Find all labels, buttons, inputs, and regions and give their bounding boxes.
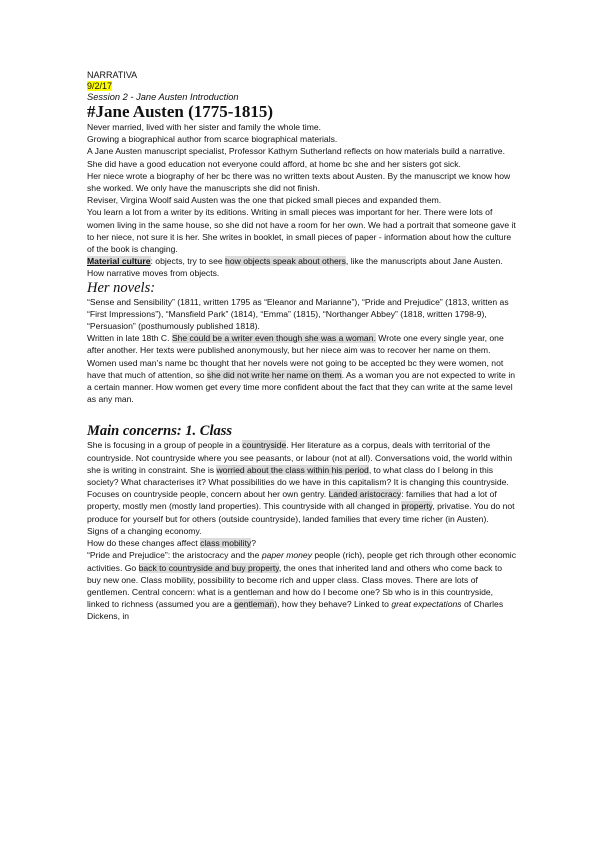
signs-line: Signs of a changing economy. [87,525,202,536]
highlighted-phrase: worried about the class within his period [216,464,369,475]
date-highlight: 9/2/17 [87,81,113,91]
text-run: : families that had a lot of property, mostly men (mostly land properties). This countryside with all changed in [87,489,497,512]
written-paragraph [87,332,517,356]
highlighted-phrase: how objects speak about others [225,256,346,267]
text-run: people (rich), people get rich through other economic activities. Go [87,550,516,573]
text-run: ), how they behave? Linked to [274,599,392,610]
italic-phrase: great expectations [391,599,462,610]
intro-paragraph-2: Growing a biographical author from scarce biographical materials. [87,134,338,145]
material-culture-term: Material culture [87,256,151,267]
novels-heading: Her novels: [87,279,156,296]
text-run: , like the manuscripts about Jane Austen. How narrative moves from objects. [87,256,503,279]
text-run: ? [251,538,256,549]
material-culture-paragraph [87,255,517,279]
intro-paragraph-7: You learn a lot from a writer by its editions. Writing in small pieces was important for her. There were lots of women living in the same house, so she did not have a room for her own. We had a portrait that someone gave it to her niece, not sure it is her. She writes in booklet, in small pieces of paper - information about how the culture of the book is changing. [87,207,516,255]
highlighted-phrase: class mobility [200,538,252,549]
novels-list: “Sense and Sensibility” (1811, written 1795 as “Eleanor and Marianne”), “Pride and Prejudice” (1813, written as “First Impressions”), “Mansfield Park” (1814), “Emma” (1815), “Northanger Abbey” (1818, written 1798-9), “Persuasion” (posthumously published 1818). [87,296,509,332]
highlighted-phrase: She could be a writer even though she was a woman. [171,333,376,344]
highlighted-phrase: countryside [242,440,287,451]
women-paragraph [87,357,517,406]
highlighted-phrase: she did not write her name on them [206,369,342,380]
text-run: of Charles Dickens, in [87,599,504,622]
text-run: She is focusing in a group of people in a [87,440,243,451]
text-run: Written in late 18th C. [87,333,172,344]
text-run: , to what class do I belong in this society? What characterises it? What possibilities do we have in this capitalism? It is changing this countryside. Focuses on countryside people, concern about her own gentry. [87,464,509,500]
text-run: . As a woman you are not expected to write in a certain manner. How women get every time more confident about the fact that they can write at the same level as any man. [87,369,516,405]
text-run: How do these changes affect [87,538,201,549]
concerns-heading: Main concerns: 1. Class [87,423,233,440]
intro-paragraph-6: Reviser, Virgina Woolf said Austen was the one that picked small pieces and expanded them. [87,195,442,206]
session-title: Session 2 - Jane Austen Introduction [87,92,239,102]
text-run: Wrote one every single year, one after another. Her texts were published anonymously, but her niece aim was to recover her name on them. [87,333,504,356]
question-line [87,537,517,549]
page-title: #Jane Austen (1775-1815) [87,102,274,121]
header-label: NARRATIVA [87,70,138,80]
intro-paragraph-3: A Jane Austen manuscript specialist, Professor Kathyrn Sutherland reflects on how materials build a narrative. [87,146,505,157]
document-body [87,70,517,623]
highlighted-phrase: Landed aristocracy [328,489,402,500]
intro-paragraph-4: She did have a good education not everyone could afford, at home bc she and her sisters got sick. [87,158,461,169]
class-paragraph [87,439,517,524]
highlighted-phrase: gentleman [234,599,275,610]
highlighted-phrase: back to countryside and buy property [138,562,279,573]
intro-paragraph-1: Never married, lived with her sister and family the whole time. [87,122,322,132]
text-run: , the ones that inherited land and others who come back to buy new one. Class mobility, possibility to become rich and upper class. Class moves. There are lots of gentlemen. Central concern: what is a gentleman and how do I become one? Sb who is in this countryside, linked to richness (assumed you are a [87,562,502,610]
pride-prejudice-paragraph [87,549,517,622]
text-run: Women used man’s name bc thought that her novels were not going to be accepted bc they were women, not have that much of attention, so [87,357,504,380]
intro-paragraph-5: Her niece wrote a biography of her bc there was no written texts about Austen. By the manuscript we know how she worked. We only have the manuscripts she did not finish. [87,170,511,194]
text-run: “Pride and Prejudice”: the aristocracy and the [87,550,262,561]
text-run: . Her literature as a corpus, deals with territorial of the countryside. Not countryside where you see peasants, or labour (not at all). Conversations void, the world within she is writing in constraint. She is [87,440,513,475]
text-run: : objects, try to see [150,256,226,267]
text-run: , privatise. You do not produce for yourself but for others (outside countryside), landed families that every time richer (in Austen). [87,501,515,524]
highlighted-phrase: property [401,501,433,512]
italic-phrase: paper money [261,550,313,561]
